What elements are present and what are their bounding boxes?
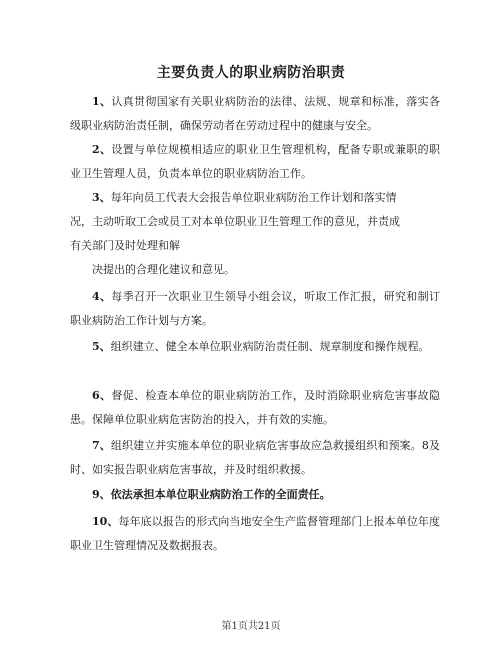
paragraph-6: 6、督促、检查本单位的职业病防治工作，及时消除职业病危害事故隐患。保障单位职业病危害防治的投入，并有效的实施。: [70, 389, 440, 426]
page-footer: 第1页共21页: [221, 621, 281, 632]
paragraph-3-line-3: 有关部门及时处理和解: [70, 239, 180, 252]
paragraph-10: 10、每年底以报告的形式向当地安全生产监督管理部门上报本单位年度职业卫生管理情况及数据报表。: [70, 515, 441, 552]
paragraph-5: 5、组织建立、健全本单位职业病防治责任制、规章制度和操作规程。: [92, 340, 430, 353]
paragraph-3-line-1: 3、每年向员工代表大会报告单位职业病防治工作计划和落实情: [92, 191, 397, 204]
document-title: 主要负责人的职业病防治职责: [156, 65, 346, 81]
paragraph-2: 2、设置与单位规模相适应的职业卫生管理机构，配备专职或兼职的职业卫生管理人员，负责本单位的职业病防治工作。: [70, 143, 440, 180]
paragraph-4: 4、每季召开一次职业卫生领导小组会议，听取工作汇报，研究和制订职业病防治工作计划与方案。: [70, 290, 440, 327]
paragraph-3-line-2: 况，主动听取工会或员工对本单位职业卫生管理工作的意见，并责成: [70, 215, 400, 228]
paragraph-7: 7、组织建立并实施本单位的职业病危害事故应急救援组织和预案。8及时、如实报告职业病危害事故，并及时组织救援。: [70, 439, 440, 476]
paragraph-9: 9、依法承担本单位职业病防治工作的全面责任。: [92, 488, 331, 501]
paragraph-3-line-4: 决提出的合理化建议和意见。: [92, 263, 235, 276]
paragraph-1: 1、认真贯彻国家有关职业病防治的法律、法规、规章和标准，落实各级职业病防治责任制，确保劳动者在劳动过程中的健康与安全。: [70, 95, 440, 132]
